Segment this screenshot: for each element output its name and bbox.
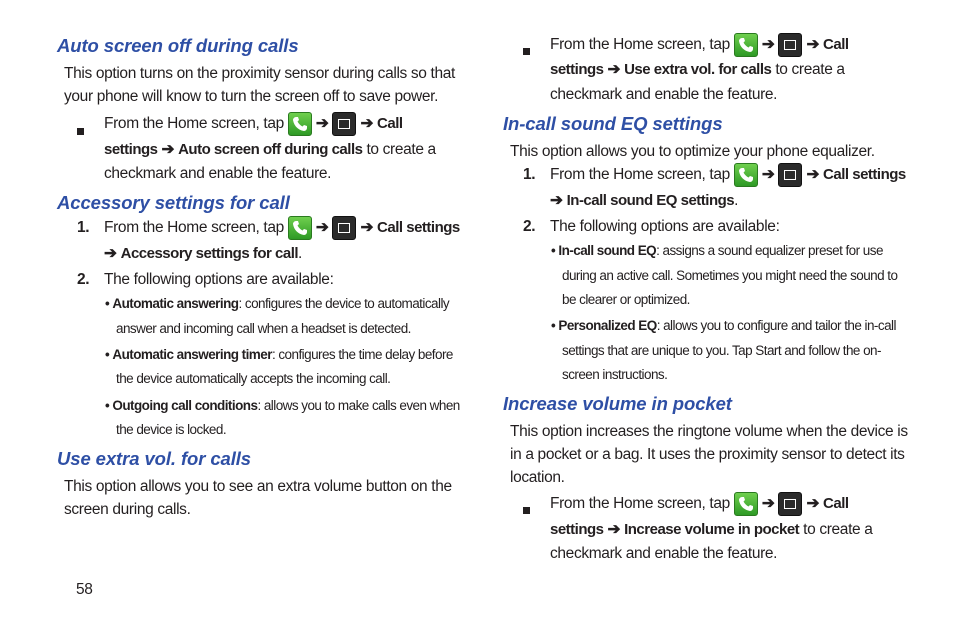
bullet: •	[551, 318, 556, 333]
option-desc: : allows you to configure and tailor the in-call	[656, 318, 896, 333]
step-period: .	[298, 245, 302, 262]
option-line	[551, 238, 883, 263]
option-name: Personalized EQ	[558, 318, 657, 333]
menu-path-call: Call	[823, 495, 849, 513]
menu-path-target: Auto screen off during calls	[178, 141, 363, 158]
arrow-icon: ➔	[161, 141, 175, 158]
phone-app-icon	[734, 492, 758, 516]
step-line: checkmark and enable the feature.	[104, 165, 332, 182]
menu-path-target: In-call sound EQ settings	[566, 192, 735, 209]
option-line: the device automatically accepts the incoming call.	[116, 371, 391, 386]
step-line	[550, 163, 906, 187]
bullet: •	[551, 243, 556, 258]
option-name: In-call sound EQ	[558, 243, 657, 258]
menu-path-call-settings: Call settings	[377, 219, 460, 237]
option-desc: : configures the time delay before	[271, 347, 453, 362]
heading-accessory-settings: Accessory settings for call	[57, 192, 290, 213]
option-line: settings that are unique to you. Tap Start and follow the on-	[562, 343, 881, 358]
menu-path-settings: settings	[104, 141, 158, 158]
option-line	[551, 313, 896, 338]
option-name: Outgoing call conditions	[112, 398, 258, 413]
menu-key-icon	[778, 163, 802, 187]
step-line: checkmark and enable the feature.	[550, 86, 778, 103]
step-period: .	[734, 192, 739, 209]
step-text: to create a	[366, 141, 436, 158]
paragraph-line: location.	[510, 469, 565, 486]
heading-auto-screen-off: Auto screen off during calls	[57, 35, 299, 56]
phone-app-icon	[734, 33, 758, 57]
menu-path-call-settings: Call settings	[823, 166, 906, 184]
step-line	[104, 242, 302, 265]
option-name: Automatic answering timer	[112, 347, 272, 362]
step-number: 1.	[523, 166, 536, 183]
option-line: screen instructions.	[562, 367, 668, 382]
arrow-icon: ➔	[315, 115, 329, 133]
paragraph-line: This option turns on the proximity sensor during calls so that	[64, 65, 455, 82]
arrow-icon: ➔	[806, 36, 820, 54]
arrow-icon: ➔	[550, 192, 563, 209]
arrow-icon: ➔	[761, 495, 775, 513]
step-text: From the Home screen, tap	[104, 219, 284, 237]
step-number: 2.	[523, 218, 536, 235]
step-number: 2.	[77, 271, 90, 288]
option-desc: : configures the device to automatically	[238, 296, 450, 311]
paragraph-line: screen during calls.	[64, 501, 191, 518]
heading-extra-vol: Use extra vol. for calls	[57, 448, 252, 469]
arrow-icon: ➔	[607, 61, 621, 78]
arrow-icon: ➔	[761, 166, 775, 184]
option-line: during an active call. Sometimes you might need the sound to	[562, 268, 898, 283]
phone-app-icon	[288, 216, 312, 240]
menu-key-icon	[778, 33, 802, 57]
menu-key-icon	[332, 112, 356, 136]
phone-app-icon	[288, 112, 312, 136]
step-text: to create a	[775, 61, 845, 78]
bullet: •	[105, 296, 110, 311]
bullet: •	[105, 398, 110, 413]
step-text: to create a	[803, 521, 873, 538]
bullet: •	[105, 347, 110, 362]
paragraph-line: in a pocket or a bag. It uses the proximity sensor to detect its	[510, 446, 905, 463]
paragraph-line: This option allows you to see an extra volume button on the	[64, 478, 452, 495]
phone-app-icon	[734, 163, 758, 187]
arrow-icon: ➔	[806, 166, 820, 184]
arrow-icon: ➔	[806, 495, 820, 513]
step-line	[550, 492, 849, 516]
arrow-icon: ➔	[761, 36, 775, 54]
menu-key-icon	[778, 492, 802, 516]
menu-path-settings: settings	[550, 521, 604, 538]
arrow-icon: ➔	[607, 521, 621, 538]
step-line: The following options are available:	[550, 218, 780, 235]
menu-path-call: Call	[377, 115, 403, 133]
menu-path-call: Call	[823, 36, 849, 54]
step-text: From the Home screen, tap	[550, 166, 730, 184]
paragraph-line: your phone will know to turn the screen off to save power.	[64, 88, 439, 105]
option-line: answer and incoming call when a headset is detected.	[116, 321, 411, 336]
arrow-icon: ➔	[104, 245, 117, 262]
menu-path-target: Increase volume in pocket	[624, 521, 800, 538]
square-bullet-icon	[77, 122, 84, 140]
option-desc: : assigns a sound equalizer preset for use	[656, 243, 883, 258]
paragraph-line: This option increases the ringtone volume when the device is	[510, 423, 908, 440]
step-line	[104, 216, 460, 240]
step-line	[550, 33, 849, 57]
menu-path-settings: settings	[550, 61, 604, 78]
step-text: From the Home screen, tap	[550, 495, 730, 513]
page-number: 58	[76, 581, 93, 598]
step-line	[550, 189, 738, 212]
step-line	[104, 112, 403, 136]
square-bullet-icon	[523, 42, 530, 60]
step-text: From the Home screen, tap	[104, 115, 284, 133]
option-line	[105, 342, 453, 367]
menu-path-target: Use extra vol. for calls	[624, 61, 772, 78]
step-line	[550, 518, 873, 541]
square-bullet-icon	[523, 501, 530, 519]
menu-key-icon	[332, 216, 356, 240]
arrow-icon: ➔	[360, 115, 374, 133]
step-line: checkmark and enable the feature.	[550, 545, 778, 562]
option-desc: : allows you to make calls even when	[257, 398, 460, 413]
arrow-icon: ➔	[315, 219, 329, 237]
option-line	[105, 393, 460, 418]
option-line	[105, 291, 449, 316]
step-line	[550, 58, 845, 81]
menu-path-target: Accessory settings for call	[120, 245, 299, 262]
arrow-icon: ➔	[360, 219, 374, 237]
option-name: Automatic answering	[112, 296, 239, 311]
step-line: The following options are available:	[104, 271, 334, 288]
option-line: be clearer or optimized.	[562, 292, 690, 307]
heading-in-call-sound-eq: In-call sound EQ settings	[503, 113, 723, 134]
option-line: the device is locked.	[116, 422, 227, 437]
step-line	[104, 138, 436, 161]
heading-increase-volume: Increase volume in pocket	[503, 393, 732, 414]
step-text: From the Home screen, tap	[550, 36, 730, 54]
step-number: 1.	[77, 219, 90, 236]
paragraph-line: This option allows you to optimize your phone equalizer.	[510, 143, 875, 160]
